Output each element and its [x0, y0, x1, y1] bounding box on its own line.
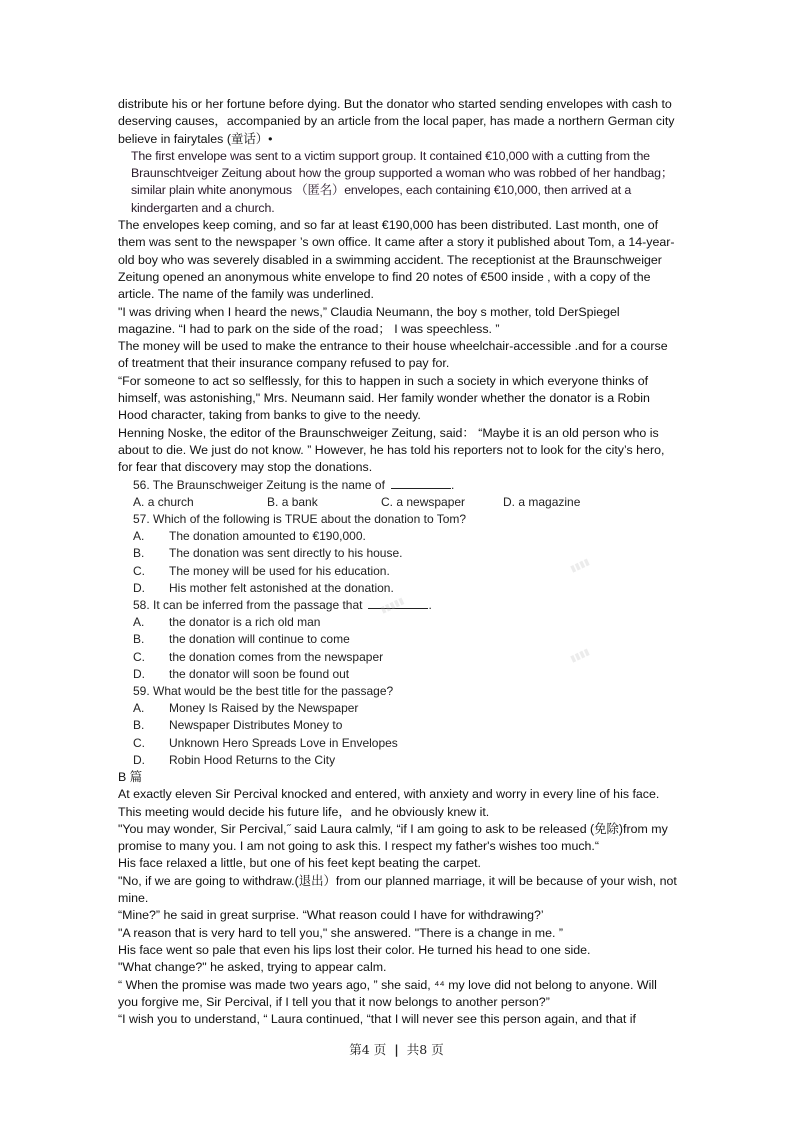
- answer-blank: [391, 478, 451, 489]
- option-c: C. a newspaper: [381, 494, 466, 509]
- paragraph: Henning Noske, the editor of the Braunschweiger Zeitung, said： “Maybe it is an old person who is about to die. We just do not know. ” However, he has told his reporters not to look for the city’s hero, for fear that discovery may stop the donations.: [118, 425, 665, 475]
- option-c: C. The money will be used for his education.: [133, 563, 390, 578]
- question-56: 56. The Braunschweiger Zeitung is the name of .: [133, 477, 455, 492]
- option-b: B. Newspaper Distributes Money to: [133, 718, 343, 733]
- paragraph: His face relaxed a little, but one of his feet kept beating the carpet.: [118, 856, 481, 871]
- paragraph: “For someone to act so selflessly, for this to happen in such a society in which everyone thinks of himself, was astonishing," Mrs. Neumann said. Her family wonder whether the donator is a Robin Hood character, taking from banks to give to the needy.: [118, 373, 650, 423]
- question-57: 57. Which of the following is TRUE about the donation to Tom?: [133, 511, 467, 526]
- option-d: D. His mother felt astonished at the donation.: [133, 580, 394, 595]
- option-c: C. Unknown Hero Spreads Love in Envelopes: [133, 735, 398, 750]
- question-56-options: [118, 494, 678, 511]
- option-b: B. the donation will continue to come: [133, 632, 350, 647]
- paragraph: "I was driving when I heard the news,” Claudia Neumann, the boy s mother, told DerSpiegel magazine. “I had to park on the side of the road； I was speechless. ”: [118, 304, 620, 336]
- question-stem: 58. It can be inferred from the passage that: [133, 597, 363, 612]
- question-58: 58. It can be inferred from the passage that .: [133, 597, 432, 612]
- watermark: ▮▮▮▮▮: [378, 595, 406, 615]
- page-number-current: 第4 页: [349, 1042, 387, 1057]
- option-a: A. Money Is Raised by the Newspaper: [133, 701, 359, 716]
- paragraph: distribute his or her fortune before dying. But the donator who started sending envelopes with cash to deserving causes，accompanied by an article from the local paper, has made a northern German city believe in fairytales (童话）•: [118, 97, 675, 146]
- paragraph: "A reason that is very hard to tell you," she answered. "There is a change in me. ”: [118, 925, 564, 940]
- paragraph: His face went so pale that even his lips lost their color. He turned his head to one side.: [118, 942, 591, 957]
- paragraph: "You may wonder, Sir Percival,˝ said Laura calmly, “if I am going to ask to be released (免除)from my promise to many you. I am not going to ask this. I respect my father's wishes too much.“: [118, 821, 668, 854]
- document-page: [118, 96, 678, 1028]
- paragraph: “Mine?” he said in great surprise. “What reason could I have for withdrawing?’: [118, 908, 544, 923]
- option-d: D. a magazine: [503, 494, 581, 509]
- option-b: B. The donation was sent directly to his house.: [133, 546, 403, 561]
- option-c: C. the donation comes from the newspaper: [133, 649, 384, 664]
- option-a: A. a church: [133, 494, 194, 509]
- paragraph: The money will be used to make the entrance to their house wheelchair-accessible .and for a course of treatment that their insurance company refused to pay for.: [118, 339, 668, 371]
- paragraph-indented: The first envelope was sent to a victim support group. It contained €10,000 with a cutting from the Braunschtveiger Zeitung about how the group supported a woman who was robbed of her handbag； similar plain white anonymous （匿名）envelopes, each containing €10,000, then arrived at a kindergarten and a church.: [131, 148, 674, 215]
- watermark: ▮▮▮▮: [568, 646, 591, 664]
- option-d: D. the donator will soon be found out: [133, 666, 350, 681]
- paragraph: At exactly eleven Sir Percival knocked and entered, with anxiety and worry in every line of his face. This meeting would decide his future life，and he obviously knew it.: [118, 787, 660, 819]
- page-separator: |: [394, 1042, 399, 1057]
- watermark: ▮▮▮▮: [568, 556, 591, 574]
- page-number-total: 共8 页: [406, 1042, 444, 1057]
- option-a: A. the donator is a rich old man: [133, 615, 321, 630]
- paragraph: The envelopes keep coming, and so far at least €190,000 has been distributed. Last month, one of them was sent to the newspaper ’s own office. It came after a story it published about Tom, a 14-year-old boy who was severely disabled in a swimming accident. The receptionist at the Braunschweiger Zeitung opened an anonymous white envelope to find 20 notes of €500 inside , with a copy of the article. The name of the family was underlined.: [118, 218, 675, 302]
- paragraph: "No, if we are going to withdraw.(退出）from our planned marriage, it will be because of your wish, not mine.: [118, 873, 677, 906]
- option-b: B. a bank: [267, 494, 318, 509]
- page-footer: [0, 1040, 793, 1058]
- option-d: D. Robin Hood Returns to the City: [133, 752, 336, 767]
- option-a: A. The donation amounted to €190,000.: [133, 529, 366, 544]
- paragraph: “I wish you to understand, “ Laura continued, “that I will never see this person again, and that if: [118, 1012, 636, 1027]
- question-59: 59. What would be the best title for the passage?: [133, 683, 394, 698]
- section-heading: B 篇: [118, 769, 143, 784]
- paragraph: “ When the promise was made two years ago, ” she said, ⁴⁴ my love did not belong to anyone. Will you forgive me, Sir Percival, if I tell you that it now belongs to another person?”: [118, 977, 657, 1009]
- paragraph: "What change?" he asked, trying to appear calm.: [118, 960, 387, 975]
- question-stem: 56. The Braunschweiger Zeitung is the name of: [133, 477, 385, 492]
